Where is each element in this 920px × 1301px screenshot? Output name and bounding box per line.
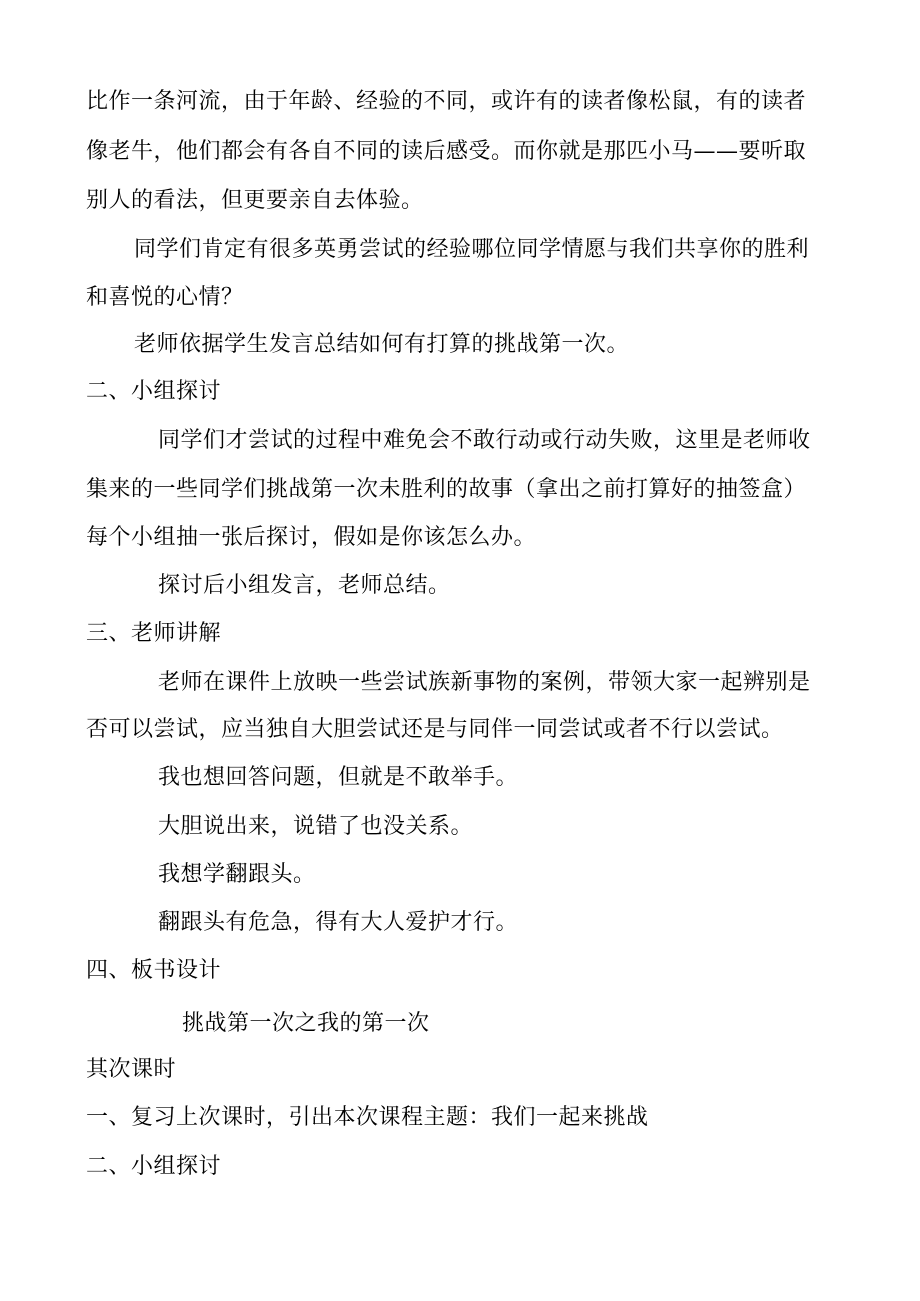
section-heading: 一、复习上次课时，引出本次课程主题：我们一起来挑战 [86, 1105, 649, 1130]
body-text-line: 像老牛，他们都会有各自不同的读后感受。而你就是那匹小马——要听取 [86, 139, 807, 164]
lesson-heading: 其次课时 [86, 1057, 177, 1082]
board-design-title: 挑战第一次之我的第一次 [182, 1011, 430, 1036]
body-text-line: 别人的看法，但更要亲自去体验。 [86, 188, 424, 213]
section-heading: 三、老师讲解 [86, 621, 222, 646]
paragraph-start: 同学们才尝试的过程中难免会不敢行动或行动失败，这里是老师收 [158, 428, 811, 453]
paragraph-start: 老师依据学生发言总结如何有打算的挑战第一次。 [134, 332, 630, 357]
paragraph-start: 同学们肯定有很多英勇尝试的经验哪位同学情愿与我们共享你的胜利 [134, 237, 810, 262]
body-text-line: 比作一条河流，由于年龄、经验的不同，或许有的读者像松鼠，有的读者 [86, 89, 807, 114]
body-text-line: 每个小组抽一张后探讨，假如是你该怎么办。 [86, 525, 537, 550]
example-line: 我也想回答问题，但就是不敢举手。 [158, 765, 519, 790]
section-heading: 二、小组探讨 [86, 1154, 222, 1179]
body-text-line: 和喜悦的心情？ [86, 285, 244, 310]
body-text-line: 集来的一些同学们挑战第一次未胜利的故事（拿出之前打算好的抽签盒） [86, 477, 807, 502]
section-heading: 二、小组探讨 [86, 379, 222, 404]
paragraph-start: 老师在课件上放映一些尝试族新事物的案例，带领大家一起辨别是 [158, 670, 811, 695]
body-text-line: 否可以尝试，应当独自大胆尝试还是与同伴一同尝试或者不行以尝试。 [86, 717, 784, 742]
paragraph-start: 探讨后小组发言，老师总结。 [158, 573, 451, 598]
section-heading: 四、板书设计 [86, 958, 222, 983]
example-line: 大胆说出来，说错了也没关系。 [158, 814, 474, 839]
example-line: 翻跟头有危急，得有大人爱护才行。 [158, 910, 519, 935]
example-line: 我想学翻跟头。 [158, 862, 316, 887]
